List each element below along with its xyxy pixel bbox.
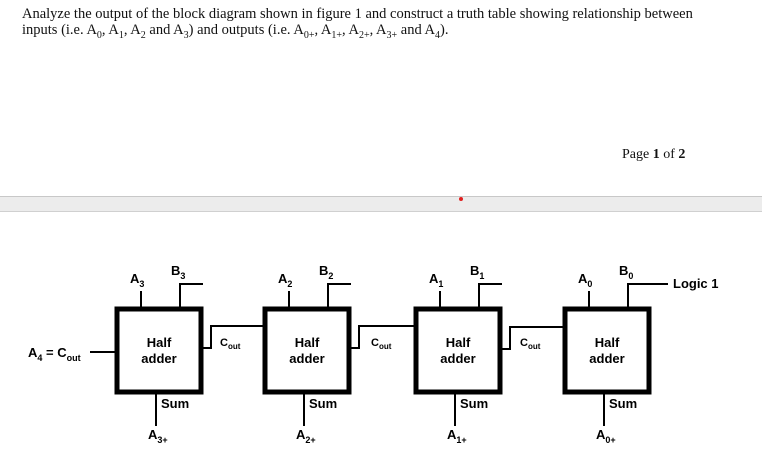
half-adder-label-line-2: adder xyxy=(289,351,325,366)
carry-out-label: $C_{out}$ xyxy=(220,337,241,351)
question-line-2: inputs (i.e. $A_0$, $A_1$, $A_2$ and $A_3$) and outputs (i.e. $A_{0+}$, $A_{1+}$, $A_{2+}$, $A_{3+}$ and $A_4$). xyxy=(22,22,449,41)
input-b-label: $B_1$ xyxy=(470,263,485,281)
input-a-label: $A_2$ xyxy=(278,271,293,289)
sum-label: Sum xyxy=(460,396,489,411)
input-b-wire xyxy=(328,284,351,309)
half-adder-label-line-2: adder xyxy=(589,351,625,366)
sum-label: Sum xyxy=(309,396,338,411)
output-label: $A_{2+}$ xyxy=(296,427,316,445)
half-adder-label-line-1: Half xyxy=(594,335,620,350)
input-a-label: $A_1$ xyxy=(429,271,444,289)
half-adder-label-line-1: Half xyxy=(146,335,172,350)
half-adder-label-line-2: adder xyxy=(440,351,476,366)
half-adder-label-line-1: Half xyxy=(445,335,471,350)
input-b-label: $B_3$ xyxy=(171,263,186,281)
half-adder-label-line-2: adder xyxy=(141,351,177,366)
half-adder-label-line-1: Half xyxy=(294,335,320,350)
sum-label: Sum xyxy=(161,396,190,411)
input-b-wire xyxy=(628,284,651,309)
input-b-wire xyxy=(479,284,502,309)
carry-out-label: $C_{out}$ xyxy=(371,337,392,351)
output-label: $A_{0+}$ xyxy=(596,427,616,445)
input-b-label: $B_2$ xyxy=(319,263,334,281)
input-a-label: $A_0$ xyxy=(578,271,593,289)
output-label: $A_{1+}$ xyxy=(447,427,467,445)
final-carry-output-label: $A_4 = C_{out}$ xyxy=(28,345,81,363)
output-label: $A_{3+}$ xyxy=(148,427,168,445)
question-line-1: Analyze the output of the block diagram shown in figure 1 and construct a truth table showing relationship between xyxy=(22,6,693,22)
sum-label: Sum xyxy=(609,396,638,411)
carry-out-label: $C_{out}$ xyxy=(520,337,541,351)
logic-1-label: Logic 1 xyxy=(673,276,719,291)
input-b-label: $B_0$ xyxy=(619,263,634,281)
page-number: Page 1 of 2 xyxy=(622,147,686,162)
input-b-wire xyxy=(180,284,203,309)
input-a-label: $A_3$ xyxy=(130,271,145,289)
